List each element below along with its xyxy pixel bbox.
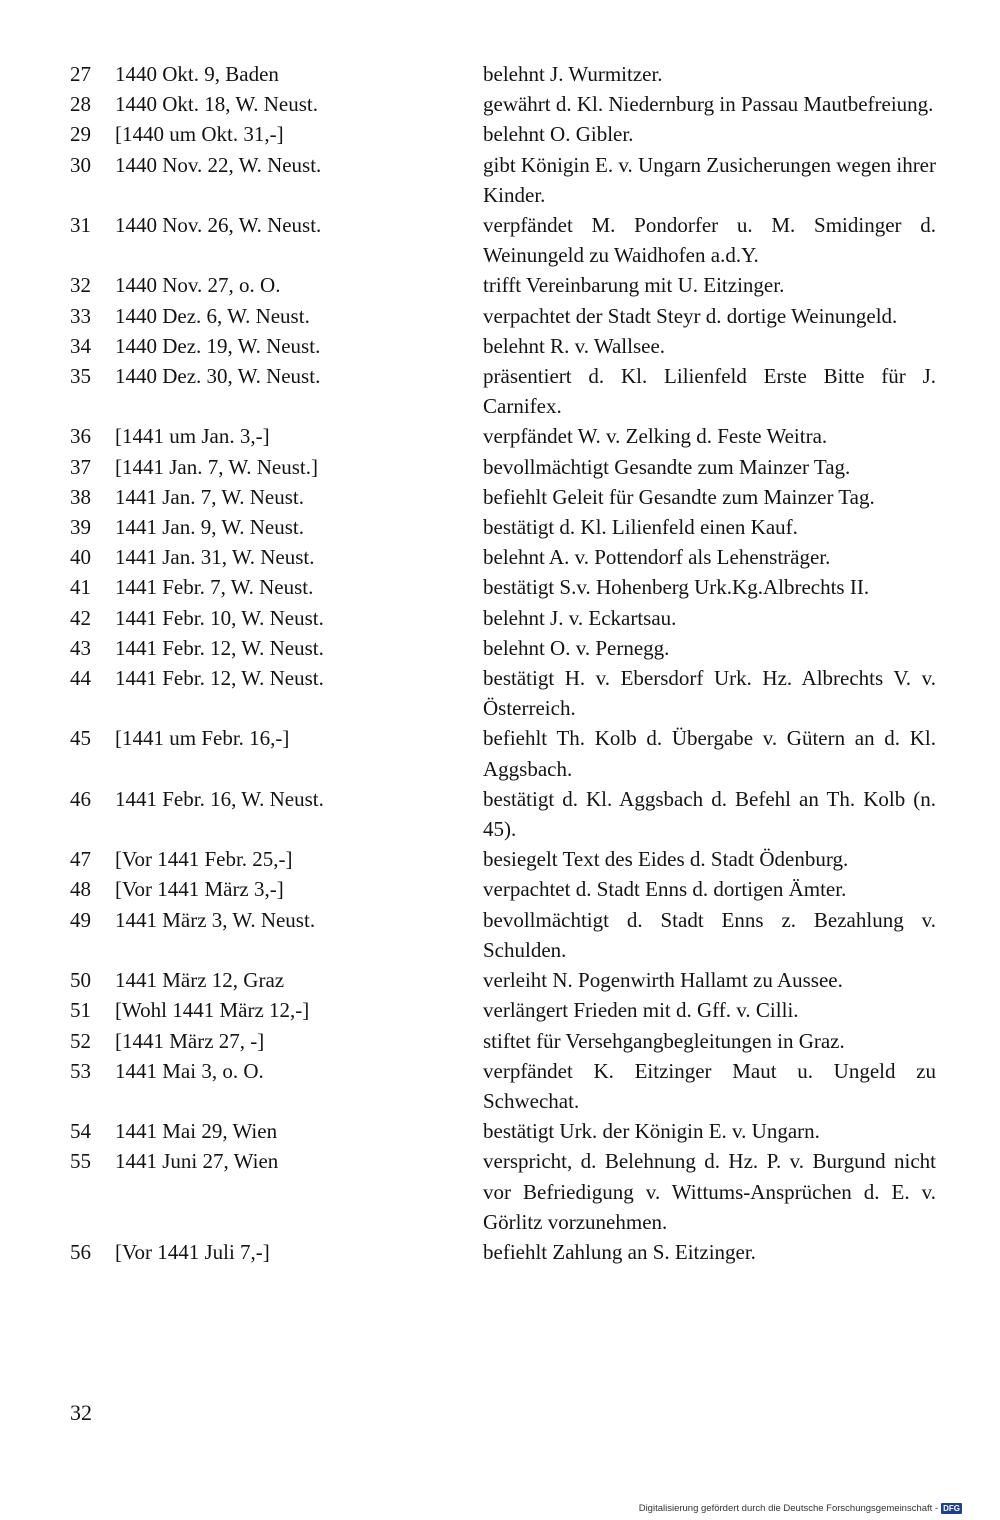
entry-number: 33 — [70, 303, 91, 328]
entry-description: bestätigt Urk. der Königin E. v. Ungarn. — [483, 1119, 820, 1144]
entry-description: befiehlt Th. Kolb d. Übergabe v. Gütern an d. Kl. Aggsbach. — [483, 726, 936, 781]
page-number: 32 — [70, 1400, 92, 1425]
entry-number: 43 — [70, 635, 91, 660]
entry-description: bestätigt H. v. Ebersdorf Urk. Hz. Albrechts V. v. Österreich. — [483, 666, 936, 721]
entry-number: 46 — [70, 786, 91, 811]
entry-date: 1441 Febr. 12, W. Neust. — [115, 666, 324, 691]
entry-date: [Wohl 1441 März 12,-] — [115, 998, 310, 1023]
entry-date: [1440 um Okt. 31,-] — [115, 122, 284, 147]
entry-number: 35 — [70, 364, 91, 389]
entry-description: verpfändet M. Pondorfer u. M. Smidinger d. Weinungeld zu Waidhofen a.d.Y. — [483, 213, 936, 268]
entry-description: trifft Vereinbarung mit U. Eitzinger. — [483, 273, 785, 298]
entry-number: 31 — [70, 213, 91, 238]
register-entry — [70, 361, 940, 421]
entry-date: 1441 Febr. 12, W. Neust. — [115, 635, 324, 660]
register-entry — [70, 270, 940, 300]
entry-number: 42 — [70, 605, 91, 630]
entry-number: 44 — [70, 666, 91, 691]
entry-description: verpachtet d. Stadt Enns d. dortigen Ämter. — [483, 877, 847, 902]
entry-number: 47 — [70, 847, 91, 872]
register-entry — [70, 331, 940, 361]
register-entry — [70, 512, 940, 542]
footer-note — [639, 1503, 962, 1514]
entry-description: besiegelt Text des Eides d. Stadt Ödenburg. — [483, 847, 849, 872]
entry-number: 29 — [70, 122, 91, 147]
entry-description: bevollmächtigt d. Stadt Enns z. Bezahlung v. Schulden. — [483, 907, 936, 962]
register-entry — [70, 723, 940, 783]
entry-description: gibt Königin E. v. Ungarn Zusicherungen wegen ihrer Kinder. — [483, 152, 936, 207]
entry-date: 1440 Dez. 30, W. Neust. — [115, 364, 321, 389]
entry-number: 51 — [70, 998, 91, 1023]
entry-description: belehnt A. v. Pottendorf als Lehensträger. — [483, 545, 831, 570]
entry-description: belehnt R. v. Wallsee. — [483, 333, 666, 358]
entry-number: 45 — [70, 726, 91, 751]
entry-number: 39 — [70, 515, 91, 540]
register-entry — [70, 59, 940, 89]
register-entry — [70, 784, 940, 844]
register-entry — [70, 301, 940, 331]
entry-date: 1440 Nov. 26, W. Neust. — [115, 213, 322, 238]
register-entry — [70, 1146, 940, 1237]
entry-number: 27 — [70, 62, 91, 86]
entry-number: 32 — [70, 273, 91, 298]
entry-description: bestätigt S.v. Hohenberg Urk.Kg.Albrechts II. — [483, 575, 870, 600]
entry-number: 54 — [70, 1119, 91, 1144]
entry-description: bestätigt d. Kl. Aggsbach d. Befehl an Th. Kolb (n. 45). — [483, 786, 936, 842]
register-entry — [70, 633, 940, 663]
register-entry — [70, 89, 940, 119]
entry-description: befiehlt Geleit für Gesandte zum Mainzer Tag. — [483, 484, 875, 509]
entry-date: 1441 Jan. 7, W. Neust. — [115, 484, 304, 509]
entry-date: 1440 Okt. 18, W. Neust. — [115, 92, 319, 117]
entry-date: [Vor 1441 Febr. 25,-] — [115, 847, 293, 872]
entry-description: präsentiert d. Kl. Lilienfeld Erste Bitte für J. Carnifex. — [483, 364, 936, 419]
register-entry — [70, 995, 940, 1025]
entry-description: stiftet für Versehgangbegleitungen in Graz. — [483, 1028, 845, 1053]
entry-number: 55 — [70, 1149, 91, 1174]
entry-date: 1441 März 3, W. Neust. — [115, 907, 316, 932]
register-entry — [70, 1056, 940, 1116]
entry-description: verspricht, d. Belehnung d. Hz. P. v. Burgund nicht vor Befriedigung v. Wittums-Ansprüchen d. E. v. Görlitz vorzunehmen. — [483, 1149, 936, 1234]
register-entry — [70, 603, 940, 633]
register-entry — [70, 905, 940, 965]
entry-number: 56 — [70, 1239, 91, 1264]
entry-number: 37 — [70, 454, 91, 479]
entry-description: verpachtet der Stadt Steyr d. dortige Weinungeld. — [483, 303, 898, 328]
entry-number: 28 — [70, 92, 91, 117]
entry-date: [Vor 1441 März 3,-] — [115, 877, 284, 902]
register-entry — [70, 421, 940, 451]
register-entry — [70, 572, 940, 602]
register-entry — [70, 874, 940, 904]
entry-date: 1441 Febr. 16, W. Neust. — [115, 786, 324, 811]
dfg-logo: DFG — [943, 1504, 960, 1513]
entry-date: 1441 Mai 3, o. O. — [115, 1058, 264, 1083]
entry-date: 1441 Jan. 9, W. Neust. — [115, 515, 304, 540]
register-entry — [70, 452, 940, 482]
register-entry — [70, 119, 940, 149]
register-entry — [70, 1116, 940, 1146]
register-entry — [70, 1237, 940, 1267]
entry-description: bevollmächtigt Gesandte zum Mainzer Tag. — [483, 454, 851, 479]
entry-description: verleiht N. Pogenwirth Hallamt zu Aussee. — [483, 968, 843, 993]
entry-date: 1440 Nov. 27, o. O. — [115, 273, 281, 298]
entry-date: 1441 Juni 27, Wien — [115, 1149, 279, 1174]
entry-date: [1441 um Jan. 3,-] — [115, 424, 270, 449]
entry-number: 30 — [70, 152, 91, 177]
entry-description: gewährt d. Kl. Niedernburg in Passau Mautbefreiung. — [483, 92, 934, 117]
entry-description: befiehlt Zahlung an S. Eitzinger. — [483, 1239, 756, 1264]
entry-number: 49 — [70, 907, 91, 932]
entry-number: 40 — [70, 545, 91, 570]
entry-description: verpfändet K. Eitzinger Maut u. Ungeld zu Schwechat. — [483, 1058, 936, 1113]
entry-number: 41 — [70, 575, 91, 600]
register-entry — [70, 542, 940, 572]
register-entry — [70, 210, 940, 270]
entry-description: belehnt O. v. Pernegg. — [483, 635, 670, 660]
entry-date: [Vor 1441 Juli 7,-] — [115, 1239, 270, 1264]
entry-description: belehnt J. v. Eckartsau. — [483, 605, 677, 630]
entry-date: 1441 Mai 29, Wien — [115, 1119, 278, 1144]
register-entry — [70, 150, 940, 210]
entry-description: verpfändet W. v. Zelking d. Feste Weitra. — [483, 424, 828, 449]
entry-date: 1441 Febr. 10, W. Neust. — [115, 605, 324, 630]
entry-number: 36 — [70, 424, 91, 449]
register-entry — [70, 482, 940, 512]
entry-number: 48 — [70, 877, 91, 902]
entry-description: belehnt J. Wurmitzer. — [483, 62, 663, 86]
entry-number: 50 — [70, 968, 91, 993]
entry-date: [1441 um Febr. 16,-] — [115, 726, 290, 751]
entry-date: [1441 März 27, -] — [115, 1028, 265, 1053]
entry-date: [1441 Jan. 7, W. Neust.] — [115, 454, 318, 479]
entry-date: 1440 Okt. 9, Baden — [115, 62, 279, 86]
entry-number: 52 — [70, 1028, 91, 1053]
entry-number: 34 — [70, 333, 91, 358]
register-entry — [70, 844, 940, 874]
register-list — [70, 59, 940, 1267]
entry-description: belehnt O. Gibler. — [483, 122, 634, 147]
entry-date: 1441 März 12, Graz — [115, 968, 285, 993]
register-entry — [70, 965, 940, 995]
register-entry — [70, 1026, 940, 1056]
entry-date: 1440 Nov. 22, W. Neust. — [115, 152, 322, 177]
entry-description: verlängert Frieden mit d. Gff. v. Cilli. — [483, 998, 799, 1023]
entry-number: 53 — [70, 1058, 91, 1083]
entry-date: 1440 Dez. 19, W. Neust. — [115, 333, 321, 358]
footer-text: Digitalisierung gefördert durch die Deutsche Forschungsgemeinschaft - — [638, 1503, 939, 1514]
entry-description: bestätigt d. Kl. Lilienfeld einen Kauf. — [483, 515, 798, 540]
entry-date: 1441 Febr. 7, W. Neust. — [115, 575, 314, 600]
entry-date: 1440 Dez. 6, W. Neust. — [115, 303, 310, 328]
entry-number: 38 — [70, 484, 91, 509]
entry-date: 1441 Jan. 31, W. Neust. — [115, 545, 315, 570]
register-entry — [70, 663, 940, 723]
